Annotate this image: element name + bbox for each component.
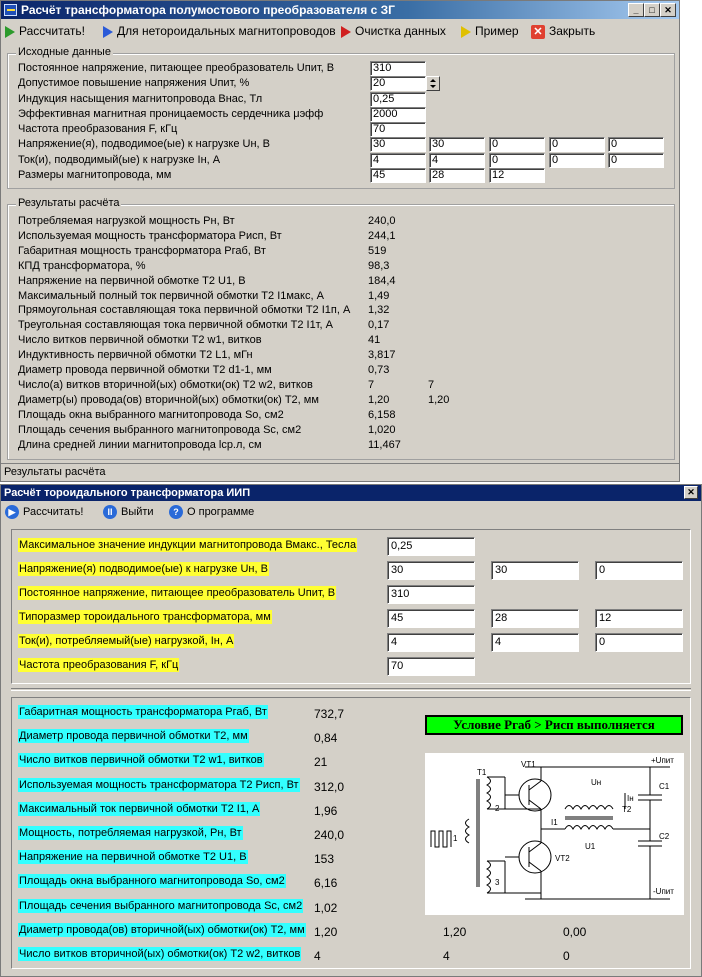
close-app-button[interactable] [531, 20, 595, 42]
result-label: Диаметр провода первичной обмотки Т2 d1-1, мм [18, 364, 272, 376]
bmax-input[interactable]: 0,25 [387, 537, 475, 556]
result-value: 7 [368, 378, 375, 391]
result-value: 153 [314, 852, 335, 867]
result-value: 21 [314, 755, 328, 770]
uload2-input-3[interactable]: 0 [595, 561, 683, 580]
input-label: Ток(и), подводимый(ые) к нагрузке Iн, А [18, 154, 221, 166]
result-label: Диаметр провода(ов) вторичной(ых) обмотки(ок) Т2, мм [19, 923, 305, 936]
uload-input-5[interactable]: 0 [608, 137, 664, 152]
input-label: Эффективная магнитная проницаемость сердечника μэфф [18, 108, 324, 120]
iload-input-2[interactable]: 4 [429, 153, 485, 168]
vt1-label: VT1 [521, 760, 536, 769]
input-label: Напряжение(я) подводимое(ые) к нагрузке Uн, В [19, 563, 268, 575]
result-value: 519 [368, 244, 387, 257]
result-value: 0,73 [368, 364, 390, 376]
title-bar [1, 1, 679, 19]
status-bar: Результаты расчёта [1, 463, 679, 481]
close-app-label: Закрыть [549, 24, 596, 38]
result-value: 1,20 [368, 393, 390, 406]
result-value: 1,02 [314, 900, 338, 915]
iload2-input-1[interactable]: 4 [387, 633, 475, 652]
vplus-label: +Uпит [651, 756, 674, 765]
result-label: Прямоугольная составляющая тока первичной обмотки Т2 I1п, А [18, 304, 351, 317]
result-value: 184,4 [368, 274, 396, 287]
condition-badge: Условие Ргаб > Рисп выполняется [425, 715, 683, 735]
voltage-increase-spinner[interactable] [426, 76, 440, 91]
input-label: Постоянное напряжение, питающее преобразователь Uпит, В [18, 62, 335, 74]
iload2-input-3[interactable]: 0 [595, 633, 683, 652]
uload-input-1[interactable]: 30 [370, 137, 426, 152]
uload-input-4[interactable]: 0 [549, 137, 605, 152]
input-data-group [7, 46, 675, 189]
voltage-increase-input[interactable]: 20 [370, 76, 426, 91]
exit-button[interactable] [103, 502, 154, 522]
result-label: Треугольная составляющая тока первичной обмотки Т2 I1т, А [18, 319, 333, 332]
non-toroidal-button[interactable] [103, 20, 336, 42]
result-value: 0,00 [563, 924, 587, 939]
c1-label: C1 [659, 782, 670, 791]
result-value: 1,96 [314, 803, 338, 818]
result-value: 3,817 [368, 349, 396, 362]
result-label: Площадь сечения выбранного магнитопровода Sc, см2 [19, 899, 303, 912]
separator [11, 688, 691, 691]
t2-label: T2 [622, 805, 632, 814]
frequency2-input[interactable]: 70 [387, 657, 475, 676]
app-icon [4, 4, 17, 16]
input-label: Напряжение(я), подводимое(ые) к нагрузке Uн, В [18, 138, 270, 150]
input-data-title: Исходные данные [18, 46, 111, 58]
vminus-label: -Uпит [653, 887, 674, 896]
iload-input-3[interactable]: 0 [489, 153, 545, 168]
torus-size-input-1[interactable]: 45 [387, 609, 475, 628]
frequency-input[interactable]: 70 [370, 122, 426, 137]
result-value: 240,0 [368, 215, 396, 227]
result-label: Число витков первичной обмотки Т2 w1, витков [19, 754, 263, 767]
result-value: 312,0 [314, 779, 345, 794]
iload-input-1[interactable]: 4 [370, 153, 426, 168]
winding-1-label: 1 [453, 834, 458, 843]
result-value: 4 [314, 949, 321, 963]
result-label: Площадь окна выбранного магнитопровода So, см2 [19, 875, 285, 888]
input-label: Типоразмер тороидального трансформатора, мм [19, 611, 271, 623]
result-label: Габаритная мощность трансформатора Ргаб, Вт [19, 706, 267, 718]
result-label: Площадь сечения выбранного магнитопровода Sc, см2 [18, 423, 302, 436]
i1-label: I1 [551, 818, 558, 827]
results-group [7, 197, 675, 460]
c2-label: C2 [659, 832, 670, 841]
result-label: КПД трансформатора, % [18, 259, 146, 272]
result-label: Мощность, потребляемая нагрузкой, Рн, Вт [19, 827, 242, 839]
result-label: Используемая мощность трансформатора Т2 Рисп, Вт [19, 778, 299, 791]
toroidal-window-title: Расчёт тороидального трансформатора ИИП [4, 487, 251, 499]
vt2-label: VT2 [555, 854, 570, 863]
result-label: Число витков первичной обмотки Т2 w1, витков [18, 334, 262, 347]
yellow-arrow-icon [461, 26, 471, 38]
result-value: 1,020 [368, 423, 396, 436]
torus-size-input-2[interactable]: 28 [491, 609, 579, 628]
torus-size-input-3[interactable]: 12 [595, 609, 683, 628]
blue-arrow-icon [103, 26, 113, 38]
window-title: Расчёт трансформатора полумостового преобразователя с ЗГ [21, 3, 395, 17]
uin-input[interactable]: 310 [370, 61, 426, 76]
minimize-button[interactable]: _ [628, 3, 644, 17]
result-value: 7 [428, 378, 435, 391]
toroidal-calculate-button[interactable] [5, 502, 83, 522]
result-value: 11,467 [368, 438, 401, 451]
exit-label: Выйти [121, 506, 154, 518]
help-icon: ? [169, 505, 183, 519]
about-label: О программе [187, 506, 255, 518]
core-size-input-2[interactable]: 28 [429, 168, 485, 183]
circuit-schematic [425, 753, 684, 915]
input-label: Частота преобразования F, кГц [19, 659, 179, 671]
result-label: Число(а) витков вторичной(ых) обмотки(ок) Т2 w2, витков [18, 378, 313, 391]
results-title: Результаты расчёта [18, 197, 120, 209]
result-label: Используемая мощность трансформатора Рисп, Вт [18, 229, 282, 242]
result-value: 244,1 [368, 229, 396, 242]
result-label: Напряжение на первичной обмотке Т2 U1, В [19, 851, 247, 864]
result-label: Длина средней линии магнитопровода lср.л, см [18, 438, 262, 451]
maximize-button[interactable]: □ [644, 3, 660, 17]
result-label: Напряжение на первичной обмотке Т2 U1, В [18, 274, 246, 287]
result-value: 732,7 [314, 707, 345, 721]
uin2-input[interactable]: 310 [387, 585, 475, 604]
result-value: 98,3 [368, 259, 390, 272]
clear-data-button[interactable] [341, 20, 446, 42]
clear-data-label: Очистка данных [355, 24, 446, 38]
winding-3-label: 3 [495, 878, 500, 887]
close-icon: ✕ [531, 25, 545, 39]
red-arrow-icon [341, 26, 351, 38]
input-label: Допустимое повышение напряжения Uпит, % [18, 77, 250, 89]
core-size-input-3[interactable]: 12 [489, 168, 545, 183]
mu-input[interactable]: 2000 [370, 107, 426, 122]
play-icon: ▶ [5, 505, 19, 519]
toolbar [1, 20, 679, 42]
result-value: 240,0 [314, 828, 345, 842]
uload-input-2[interactable]: 30 [429, 137, 485, 152]
input-label: Постоянное напряжение, питающее преобразователь Uпит, В [19, 587, 336, 599]
core-size-input-1[interactable]: 45 [370, 168, 426, 183]
result-label: Диаметр провода первичной обмотки Т2, мм [19, 730, 248, 743]
close-button[interactable]: ✕ [660, 3, 676, 17]
result-value: 41 [368, 334, 381, 347]
schematic-svg [425, 753, 684, 915]
iload-input-4[interactable]: 0 [549, 153, 605, 168]
bsat-input[interactable]: 0,25 [370, 92, 426, 107]
result-value: 1,20 [443, 924, 467, 939]
result-label: Габаритная мощность трансформатора Ргаб, Вт [18, 244, 266, 257]
iload2-input-2[interactable]: 4 [491, 633, 579, 652]
toroidal-close-button[interactable]: ✕ [684, 486, 698, 499]
calculate-button[interactable] [5, 20, 85, 42]
result-label: Максимальный полный ток первичной обмотки Т2 I1макс, А [18, 289, 324, 302]
toroidal-calculate-label: Рассчитать! [23, 506, 84, 518]
result-value: 1,20 [428, 393, 450, 406]
result-value: 1,32 [368, 304, 390, 317]
result-value: 0,84 [314, 731, 338, 746]
input-label: Размеры магнитопровода, мм [18, 169, 172, 181]
result-label: Индуктивность первичной обмотки Т2 L1, мГн [18, 349, 253, 362]
result-value: 6,16 [314, 876, 338, 891]
result-label: Площадь окна выбранного магнитопровода So, см2 [18, 408, 284, 421]
input-label: Индукция насыщения магнитопровода Внас, Тл [18, 93, 263, 105]
t1-label: T1 [477, 768, 487, 777]
result-value: 1,20 [314, 924, 338, 939]
result-value: 6,158 [368, 408, 396, 421]
winding-2-label: 2 [495, 804, 500, 813]
pause-icon: II [103, 505, 117, 519]
result-label: Диаметр(ы) провода(ов) вторичной(ых) обмотки(ок) Т2, мм [18, 393, 319, 406]
green-arrow-icon [5, 26, 15, 38]
result-label: Максимальный ток первичной обмотки Т2 I1, А [19, 802, 260, 815]
iload-input-5[interactable]: 0 [608, 153, 664, 168]
input-label: Максимальное значение индукции магнитопровода Вмакс., Тесла [19, 539, 357, 551]
uload2-input-2[interactable]: 30 [491, 561, 579, 580]
toroidal-window [0, 484, 702, 977]
result-value: 4 [443, 949, 450, 963]
result-label: Потребляемая нагрузкой мощность Рн, Вт [18, 215, 235, 227]
main-window [0, 0, 680, 482]
uload-input-3[interactable]: 0 [489, 137, 545, 152]
result-value: 1,49 [368, 289, 390, 302]
result-value: 0 [563, 949, 570, 963]
iload-label: Iн [627, 794, 634, 803]
toroidal-title-bar [1, 485, 701, 501]
result-value: 0,17 [368, 319, 390, 332]
u1-label: U1 [585, 842, 596, 851]
uload-label: Uн [591, 778, 602, 787]
example-button[interactable] [461, 20, 519, 42]
example-label: Пример [475, 24, 519, 38]
uload2-input-1[interactable]: 30 [387, 561, 475, 580]
about-button[interactable] [169, 502, 254, 522]
input-label: Ток(и), потребляемый(ые) нагрузкой, Iн, А [19, 635, 234, 647]
non-toroidal-label: Для нетороидальных магнитопроводов [117, 24, 336, 38]
result-label: Число витков вторичной(ых) обмотки(ок) Т2 w2, витков [19, 948, 301, 960]
input-label: Частота преобразования F, кГц [18, 123, 178, 135]
calculate-label: Рассчитать! [19, 24, 85, 38]
